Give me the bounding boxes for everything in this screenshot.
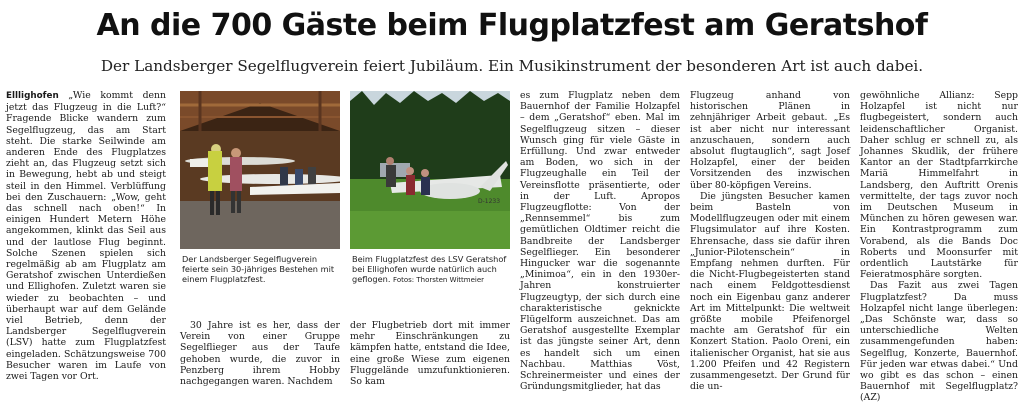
column-4-text: es zum Flugplatz neben dem Bauernhof der Familie Holzapfel – dem „Geratshof“ eben. Mal im Segelflugzeug sitzen – dieser Wunsch ging für viele Gäste in Erfüllung. Und zwar entweder am Boden, wo sich in der Flugzeughalle ein Teil der Vereinsflotte präsentierte, oder in der Luft. Apropos Flugzeugflotte: Von der „Rennsemmel“ bis zum gemütlichen Oldtimer reicht die Bandbreite der Landsberger Segelflieger. Ein besonderer Hingucker war die sogenannte „Minimoa“, ein in den 1930er-Jahren konstruierter Flugzeugtyp, der sich durch eine charakteristische geknickte Flügelform auszeichnet. Das am Geratshof ausgestellte Exemplar ist das jüngste seiner Art, denn es handelt sich um einen Nachbau. Matthias Vöst, Schreinermeister und eines der Gründungsmitglieder, hat das <box>520 90 680 393</box>
article-column-1 <box>6 90 166 382</box>
dateline: Elllighofen <box>6 91 59 101</box>
hangar-photo <box>180 91 340 249</box>
subhead: Der Landsberger Segelflugverein feiert Jubiläum. Ein Musikinstrument der besonderen Art ist auch dabei. <box>100 57 924 75</box>
column-6-text-2: Das Fazit aus zwei Tagen Flugplatzfest? Da muss Holzapfel nicht lange überlegen: „Das Schönste war, dass so unterschiedliche Welten zusammengefunden haben: Segelflug, Konzerte, Bauernhof. Für jeden war etwas dabei.“ Und wo gibt es das schon – einen Bauernhof mit Segelflugplatz? (AZ) <box>860 280 1018 404</box>
headline: An die 700 Gäste beim Flugplatzfest am Geratshof <box>96 8 928 43</box>
article-column-2 <box>180 320 340 387</box>
column-6-text: gewöhnliche Allianz: Sepp Holzapfel ist nicht nur flugbegeistert, sondern auch leidenschaftlicher Organist. Daher schlug er schnell zu, als Johannes Skudlik, der frühere Kantor an der Stadtpfarrkirche Mariä Himmelfahrt in Landsberg, den Auftritt Orenis vermittelte, der tags zuvor noch im Deutschen Museum in München zu hören gewesen war. Ein Kontrastprogramm zum Vorabend, als die Bands Doc Roberts und Moonsurfer mit ordentlich Lautstärke für Feieratmosphäre sorgten. <box>860 90 1018 281</box>
article-column-3 <box>350 320 510 387</box>
article-column-5 <box>690 90 850 392</box>
column-5-text-2: Die jüngsten Besucher kamen beim Basteln von Modellflugzeugen oder mit einem Flugsimulator auf ihre Kosten. Ehrensache, dass sie dafür ihren „Junior-Pilotenschein“ in Empfang nehmen durften. Für die Nicht-Flugbegeisterten stand nach einem Feldgottesdienst noch ein Eigenbau ganz anderer Art im Mittelpunkt: Die weltweit größte mobile Pfeifenorgel machte am Geratshof für ein Konzert Station. Paolo Oreni, ein italienischer Organist, hat sie aus 1.200 Pfeifen und 42 Registern zusammengesetzt. Der Grund für die un- <box>690 190 850 393</box>
glider-registration: D-1233 <box>478 198 501 205</box>
airfield-photo-caption <box>352 254 512 286</box>
photo-credit: Fotos: Thorsten Wittmeier <box>393 276 485 285</box>
hangar-photo-caption: Der Landsberger Segelflugverein feierte sein 30-jähriges Bestehen mit einem Flugplatzfest. <box>182 254 335 285</box>
airfield-caption-text: Beim Flugplatzfest des LSV Geratshof bei Ellighofen wurde natürlich auch geflogen. <box>352 254 507 285</box>
airfield-photo <box>350 91 510 249</box>
column-2-text: 30 Jahre ist es her, dass der Verein von einer Gruppe Segelflieger aus der Taufe gehoben wurde, die zuvor in Penzberg ihrem Hobby nachgegangen waren. Nachdem <box>180 320 340 388</box>
article-column-6 <box>860 90 1018 404</box>
column-1-text: „Wie kommt denn jetzt das Flugzeug in die Luft?“ Fragende Blicke wandern zum Segelflugzeug, das am Start steht. Die starke Seilwinde am anderen Ende des Flugplatzes zieht an, das Flugzeug setzt sich in Bewegung, hebt ab und steigt steil in den Himmel. Verblüffung bei den Zuschauern: „Wow, geht das schnell nach oben!“ In einigen Hundert Metern Höhe angekommen, klinkt das Seil aus und der lautlose Flug beginnt. Solche Szenen spielen sich regelmäßig ab am Flugplatz am Geratshof zwischen Unterdießen und Ellighofen. Zuletzt waren sie wieder zu beobachten – und überhaupt war auf dem Gelände viel Betrieb, denn der Landsberger Segelflugverein (LSV) hatte zum Flugplatzfest eingeladen. Schätzungsweise 700 Besucher waren im Laufe von zwei Tagen vor Ort. <box>6 90 166 383</box>
column-3-text: der Flugbetrieb dort mit immer mehr Einschränkungen zu kämpfen hatte, entstand die Idee, eine große Wiese zum eigenen Fluggelände umzufunktionieren. So kam <box>350 320 510 388</box>
article-column-4 <box>520 90 680 392</box>
column-5-text: Flugzeug anhand von historischen Plänen in zehnjähriger Arbeit gebaut. „Es ist aber nicht nur interessant anzuschauen, sondern auch absolut flugtauglich“, sagt Josef Holzapfel, einer der beiden Vorsitzenden des inzwischen über 80-köpfigen Vereins. <box>690 90 850 191</box>
